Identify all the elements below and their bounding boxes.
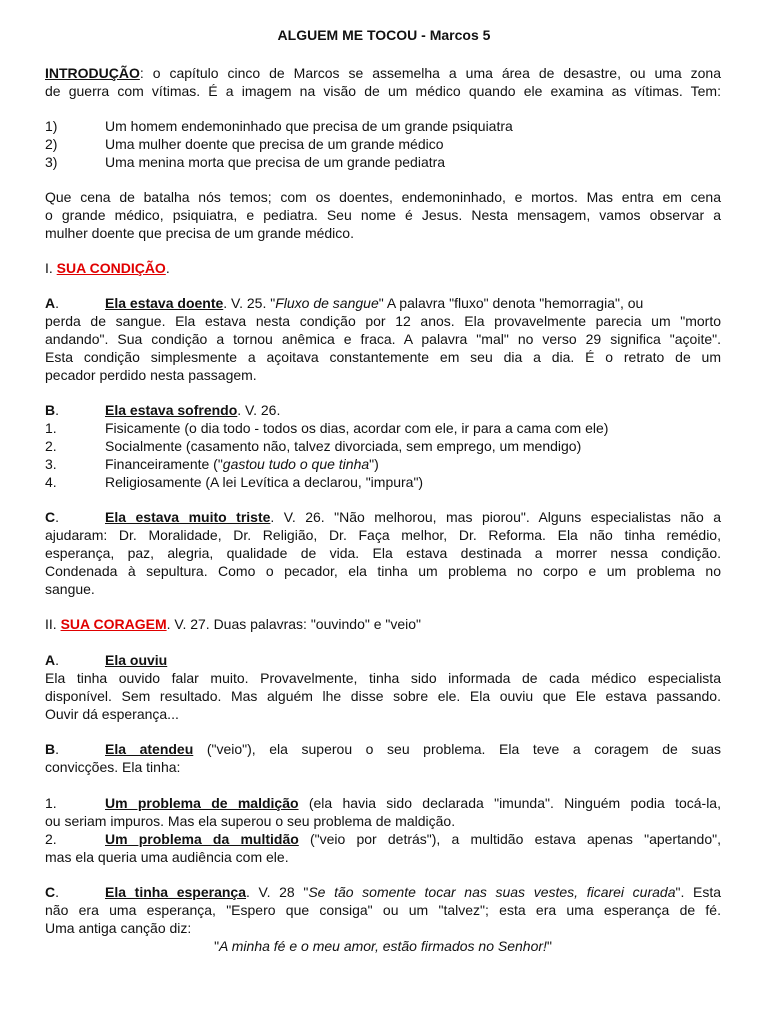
paragraph-line: Uma antiga canção diz: [45, 920, 192, 936]
list-item: 2) Uma mulher doente que precisa de um grande médico [45, 136, 444, 152]
paragraph-line: ou seriam impuros. Mas ela superou o seu problema de maldição. [45, 813, 456, 829]
paragraph-line: o grande médico, psiquiatra, e pediatra. Seu nome é Jesus. Nesta mensagem, vamos observar a [45, 207, 721, 223]
paragraph-line: mulher doente que precisa de um grande médico. [45, 225, 354, 241]
paragraph-line: convicções. Ela tinha: [45, 759, 181, 775]
subsection-b-sofrendo: B. Ela estava sofrendo. V. 26. [45, 402, 281, 418]
subsection-c-esperanca: C. Ela tinha esperança. V. 28 "Se tão somente tocar nas suas vestes, ficarei curada". Esta [45, 884, 721, 900]
paragraph-line: disponível. Sem resultado. Mas alguém lhe disse sobre ele. Ela ouviu que Ele estava passando. [45, 688, 721, 704]
paragraph-line: Que cena de batalha nós temos; com os doentes, endemoninhado, e mortos. Mas entra em cena [45, 189, 721, 205]
section-heading-1: I. SUA CONDIÇÃO. [45, 260, 170, 276]
paragraph-line: perda de sangue. Ela estava nesta condição por 12 anos. Ela provavelmente parecia um "morto [45, 313, 721, 329]
intro-line-2: de guerra com vítimas. É a imagem na visão de um médico quando ele examina as vítimas. Tem: [45, 83, 721, 99]
paragraph-line: Esta condição simplesmente a açoitava constantemente em seu dia a dia. É o retrato de um [45, 349, 721, 365]
list-item: 4. Religiosamente (A lei Levítica a declarou, "impura") [45, 474, 424, 490]
paragraph-line: ajudaram: Dr. Moralidade, Dr. Religião, Dr. Faça melhor, Dr. Reforma. Ela não tinha remédio, [45, 527, 721, 543]
paragraph-line: Condenada à sepultura. Como o pecador, ela tinha um problema no corpo e um problema no [45, 563, 721, 579]
song-quote: "A minha fé e o meu amor, estão firmados no Senhor!" [214, 938, 552, 954]
list-item: 1. Um problema de maldição (ela havia sido declarada "imunda". Ninguém podia tocá-la, [45, 795, 721, 811]
paragraph-line: esperança, paz, alegria, qualidade de vida. Ela estava destinada a morrer nessa condição. [45, 545, 721, 561]
paragraph-line: não era uma esperança, "Espero que consiga" ou um "talvez"; esta era uma esperança de fé. [45, 902, 721, 918]
paragraph-line: pecador perdido nesta passagem. [45, 367, 257, 383]
paragraph-line: Ouvir dá esperança... [45, 706, 179, 722]
document-title: ALGUEM ME TOCOU - Marcos 5 [277, 27, 491, 43]
paragraph-line: sangue. [45, 581, 95, 597]
list-item: 1. Fisicamente (o dia todo - todos os dias, acordar com ele, ir para a cama com ele) [45, 420, 609, 436]
subsection-a-ouviu: A. Ela ouviu [45, 652, 168, 668]
list-item: 3. Financeiramente ("gastou tudo o que tinha") [45, 456, 379, 472]
section-heading-2: II. SUA CORAGEM. V. 27. Duas palavras: "ouvindo" e "veio" [45, 616, 422, 632]
intro-line-1: INTRODUÇÃO: o capítulo cinco de Marcos se assemelha a uma área de desastre, ou uma zona [45, 65, 721, 81]
intro-label: INTRODUÇÃO [45, 65, 140, 81]
list-item: 2. Socialmente (casamento não, talvez divorciada, sem emprego, um mendigo) [45, 438, 582, 454]
subsection-b-atendeu: B. Ela atendeu ("veio"), ela superou o seu problema. Ela teve a coragem de suas [45, 741, 721, 757]
paragraph-line: andando". Sua condição a tornou anêmica e fraca. A palavra "mal" no verso 29 significa "açoite". [45, 331, 721, 347]
list-item: 3) Uma menina morta que precisa de um grande pediatra [45, 154, 446, 170]
paragraph-line: mas ela queria uma audiência com ele. [45, 849, 289, 865]
list-item: 1) Um homem endemoninhado que precisa de um grande psiquiatra [45, 118, 513, 134]
paragraph-line: Ela tinha ouvido falar muito. Provavelmente, tinha sido informada de cada médico especialista [45, 670, 721, 686]
subsection-c-triste: C. Ela estava muito triste. V. 26. "Não melhorou, mas piorou". Alguns especialistas não a [45, 509, 721, 525]
list-item: 2. Um problema da multidão ("veio por detrás"), a multidão estava apenas "apertando", [45, 831, 721, 847]
subsection-a-doente: A. Ela estava doente. V. 25. "Fluxo de sangue" A palavra "fluxo" denota "hemorragia", ou [45, 295, 644, 311]
